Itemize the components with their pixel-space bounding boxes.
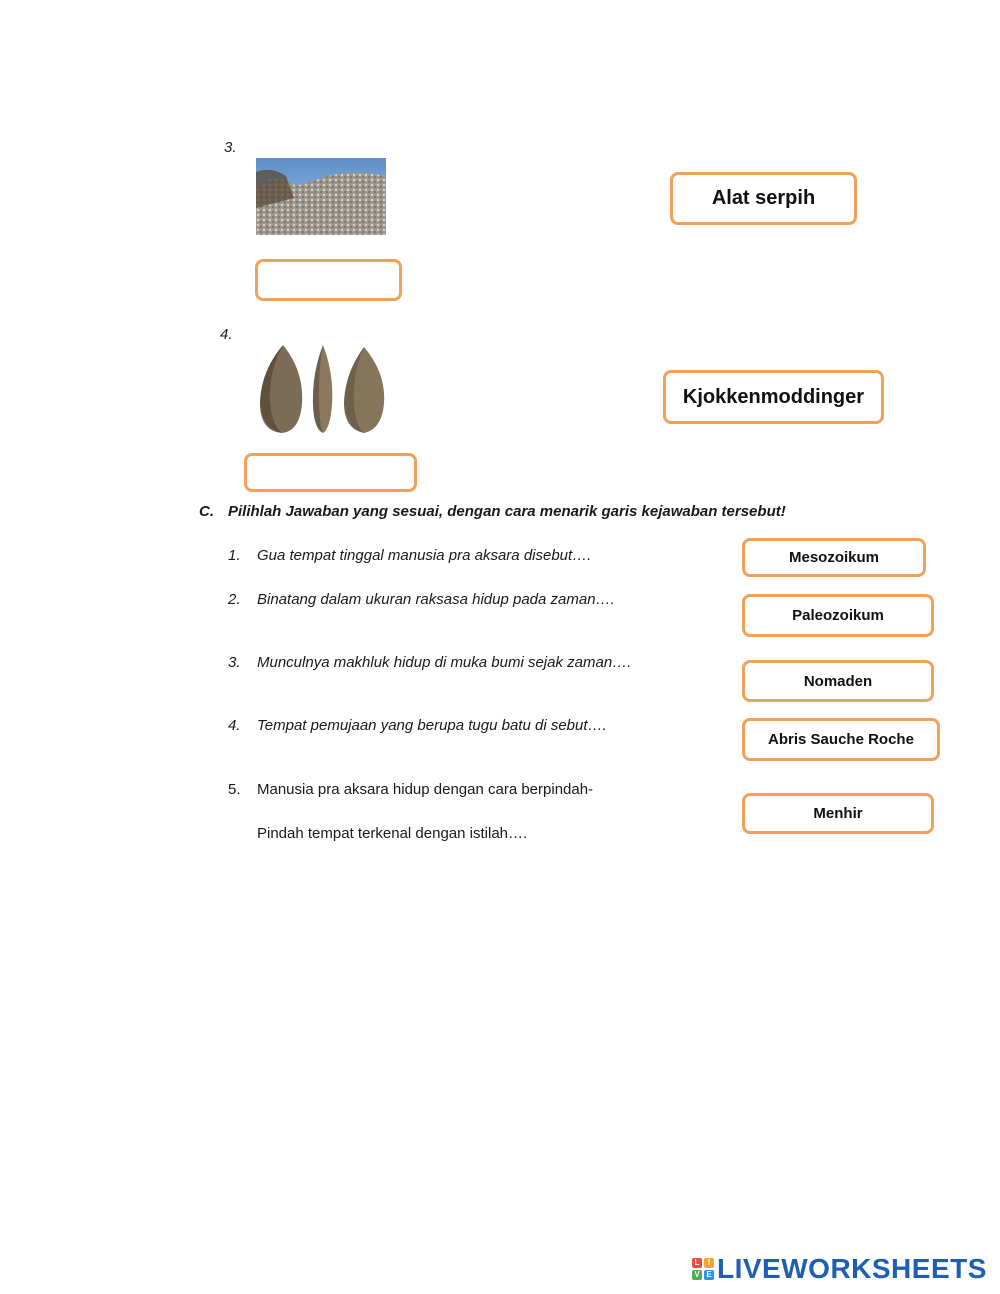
item-3-number: 3. bbox=[224, 139, 237, 156]
answer-input-item-4[interactable] bbox=[244, 453, 417, 492]
stone-hand-axes-photo bbox=[256, 343, 390, 435]
answer-paleozoikum[interactable]: Paleozoikum bbox=[742, 594, 934, 637]
question-1-number: 1. bbox=[228, 547, 241, 564]
question-1-text: Gua tempat tinggal manusia pra aksara disebut…. bbox=[257, 547, 592, 564]
drag-item-alat-serpih[interactable]: Alat serpih bbox=[670, 172, 857, 225]
item-4-number: 4. bbox=[220, 326, 233, 343]
question-5-number: 5. bbox=[228, 781, 241, 798]
logo-mark-icon: L I V E bbox=[692, 1258, 714, 1280]
question-3-text: Munculnya makhluk hidup di muka bumi sejak zaman…. bbox=[257, 654, 632, 671]
logo-text: LIVEWORKSHEETS bbox=[717, 1253, 987, 1284]
answer-nomaden[interactable]: Nomaden bbox=[742, 660, 934, 702]
answer-abris-sauche-roche[interactable]: Abris Sauche Roche bbox=[742, 718, 940, 761]
answer-mesozoikum[interactable]: Mesozoikum bbox=[742, 538, 926, 577]
question-5-text-line1: Manusia pra aksara hidup dengan cara berpindah- bbox=[257, 781, 594, 798]
section-c-heading: Pilihlah Jawaban yang sesuai, dengan cara menarik garis kejawaban tersebut! bbox=[228, 503, 786, 520]
question-4-number: 4. bbox=[228, 717, 241, 734]
shell-mound-photo bbox=[256, 158, 386, 235]
question-3-number: 3. bbox=[228, 654, 241, 671]
question-4-text: Tempat pemujaan yang berupa tugu batu di sebut…. bbox=[257, 717, 607, 734]
question-5-text-line2: Pindah tempat terkenal dengan istilah…. bbox=[257, 825, 528, 842]
question-2-text: Binatang dalam ukuran raksasa hidup pada zaman…. bbox=[257, 591, 615, 608]
liveworksheets-logo bbox=[692, 1253, 987, 1285]
section-c-letter: C. bbox=[199, 503, 214, 520]
drag-item-kjokkenmoddinger[interactable]: Kjokkenmoddinger bbox=[663, 370, 884, 424]
answer-input-item-3[interactable] bbox=[255, 259, 402, 301]
answer-menhir[interactable]: Menhir bbox=[742, 793, 934, 834]
question-2-number: 2. bbox=[228, 591, 241, 608]
